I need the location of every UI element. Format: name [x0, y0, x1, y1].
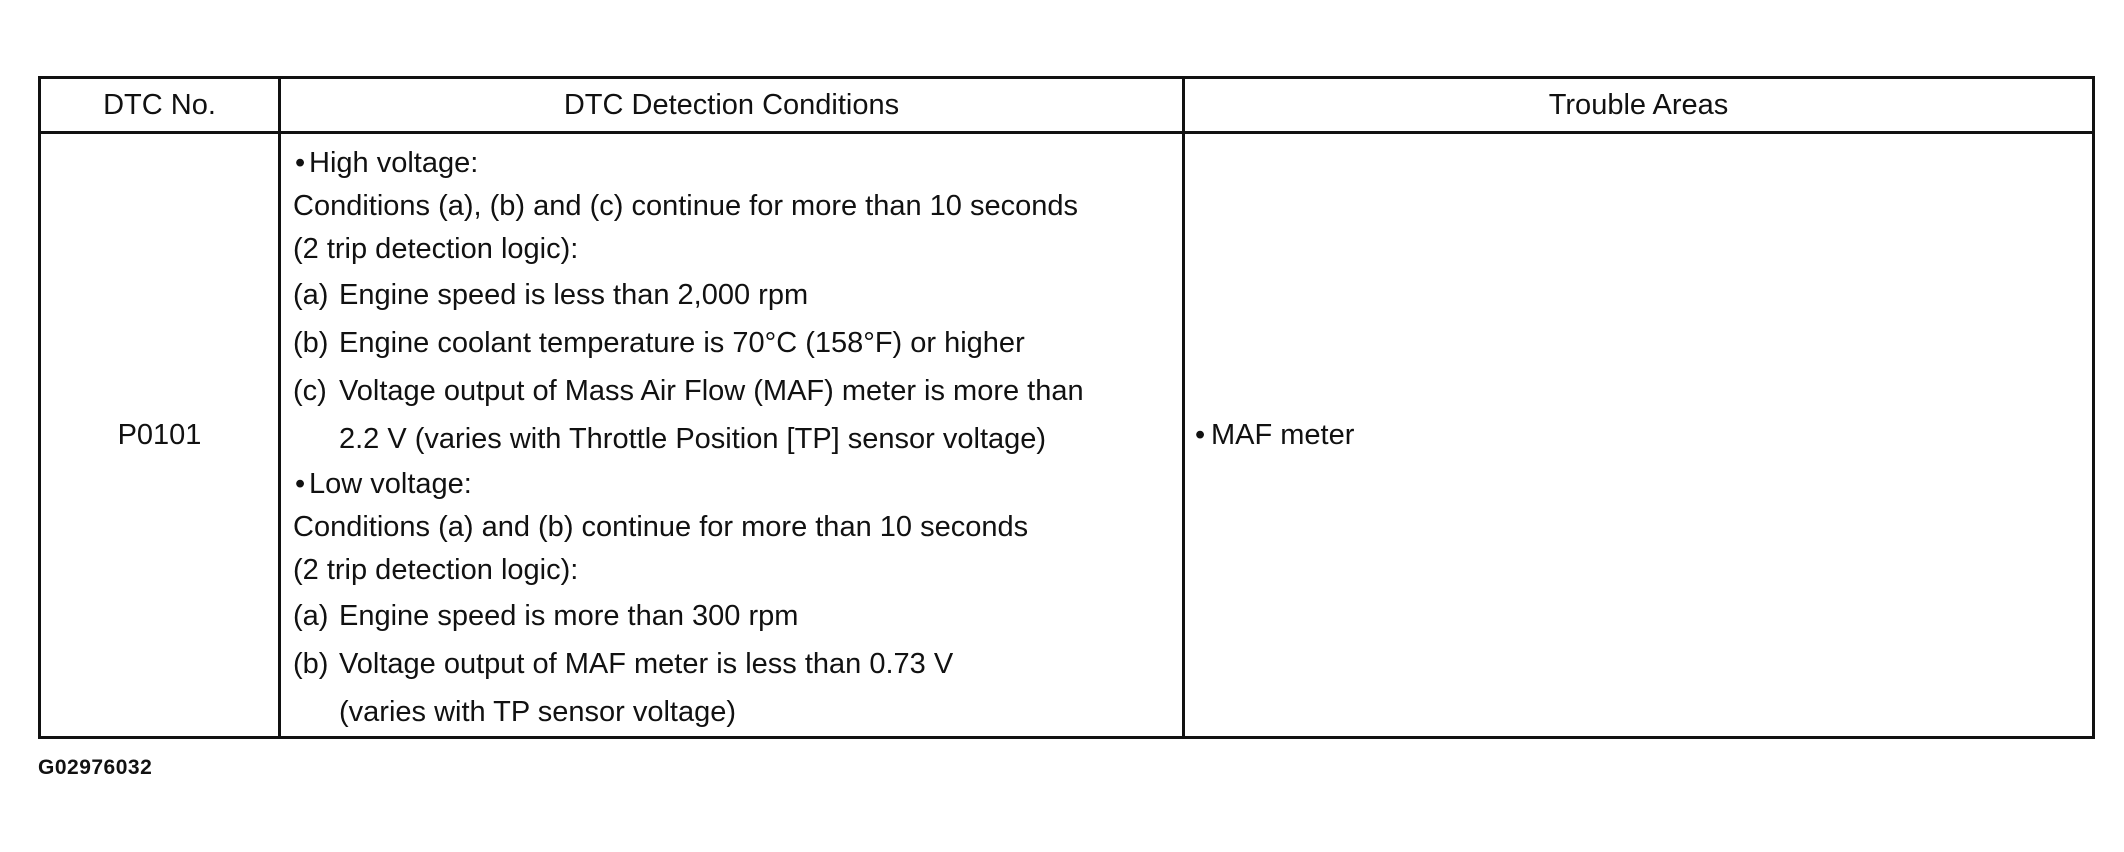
- item-tag: (b): [293, 648, 329, 680]
- item-continuation: 2.2 V (varies with Throttle Position [TP] sensor voltage): [339, 423, 1047, 455]
- bullet-icon: •: [295, 147, 306, 179]
- figure-id: G02976032: [38, 756, 153, 779]
- table-row: [40, 133, 2094, 738]
- trouble-area-item: MAF meter: [1211, 418, 1355, 451]
- low-voltage-heading: Low voltage:: [309, 468, 472, 500]
- high-voltage-intro-1: Conditions (a), (b) and (c) continue for more than 10 seconds: [293, 190, 1079, 222]
- header-trouble-areas: Trouble Areas: [1184, 78, 2094, 133]
- detection-conditions-cell: [280, 133, 1184, 738]
- header-detection-conditions: DTC Detection Conditions: [280, 78, 1184, 133]
- low-voltage-intro-2: (2 trip detection logic):: [293, 554, 579, 586]
- high-voltage-heading: High voltage:: [309, 147, 479, 179]
- low-voltage-intro-1: Conditions (a) and (b) continue for more than 10 seconds: [293, 511, 1029, 543]
- low-voltage-block: [293, 463, 1182, 736]
- bullet-icon: •: [1195, 418, 1206, 451]
- high-voltage-intro-2: (2 trip detection logic):: [293, 233, 579, 265]
- header-dtc-no: DTC No.: [40, 78, 280, 133]
- dtc-table: [38, 76, 2095, 739]
- item-text: Engine speed is more than 300 rpm: [339, 600, 799, 632]
- item-text: Engine speed is less than 2,000 rpm: [339, 279, 809, 311]
- item-continuation: (varies with TP sensor voltage): [339, 696, 737, 728]
- dtc-code-cell: P0101: [40, 133, 280, 738]
- item-text: Voltage output of Mass Air Flow (MAF) meter is more than: [339, 375, 1084, 407]
- header-row: [40, 78, 2094, 133]
- list-item: [293, 640, 1182, 688]
- item-text: Voltage output of MAF meter is less than 0.73 V: [339, 648, 954, 680]
- list-item: [293, 271, 1182, 319]
- list-item: [293, 319, 1182, 367]
- high-voltage-block: [293, 142, 1182, 463]
- high-voltage-heading-line: [293, 142, 1182, 185]
- list-item: [293, 367, 1182, 415]
- trouble-areas-cell: [1184, 133, 2094, 738]
- item-tag: (b): [293, 327, 329, 359]
- item-tag: (c): [293, 375, 327, 407]
- item-text: Engine coolant temperature is 70°C (158°F) or higher: [339, 327, 1025, 359]
- item-tag: (a): [293, 600, 329, 632]
- item-tag: (a): [293, 279, 329, 311]
- low-voltage-heading-line: [293, 463, 1182, 506]
- bullet-icon: •: [295, 468, 306, 500]
- list-item: [293, 592, 1182, 640]
